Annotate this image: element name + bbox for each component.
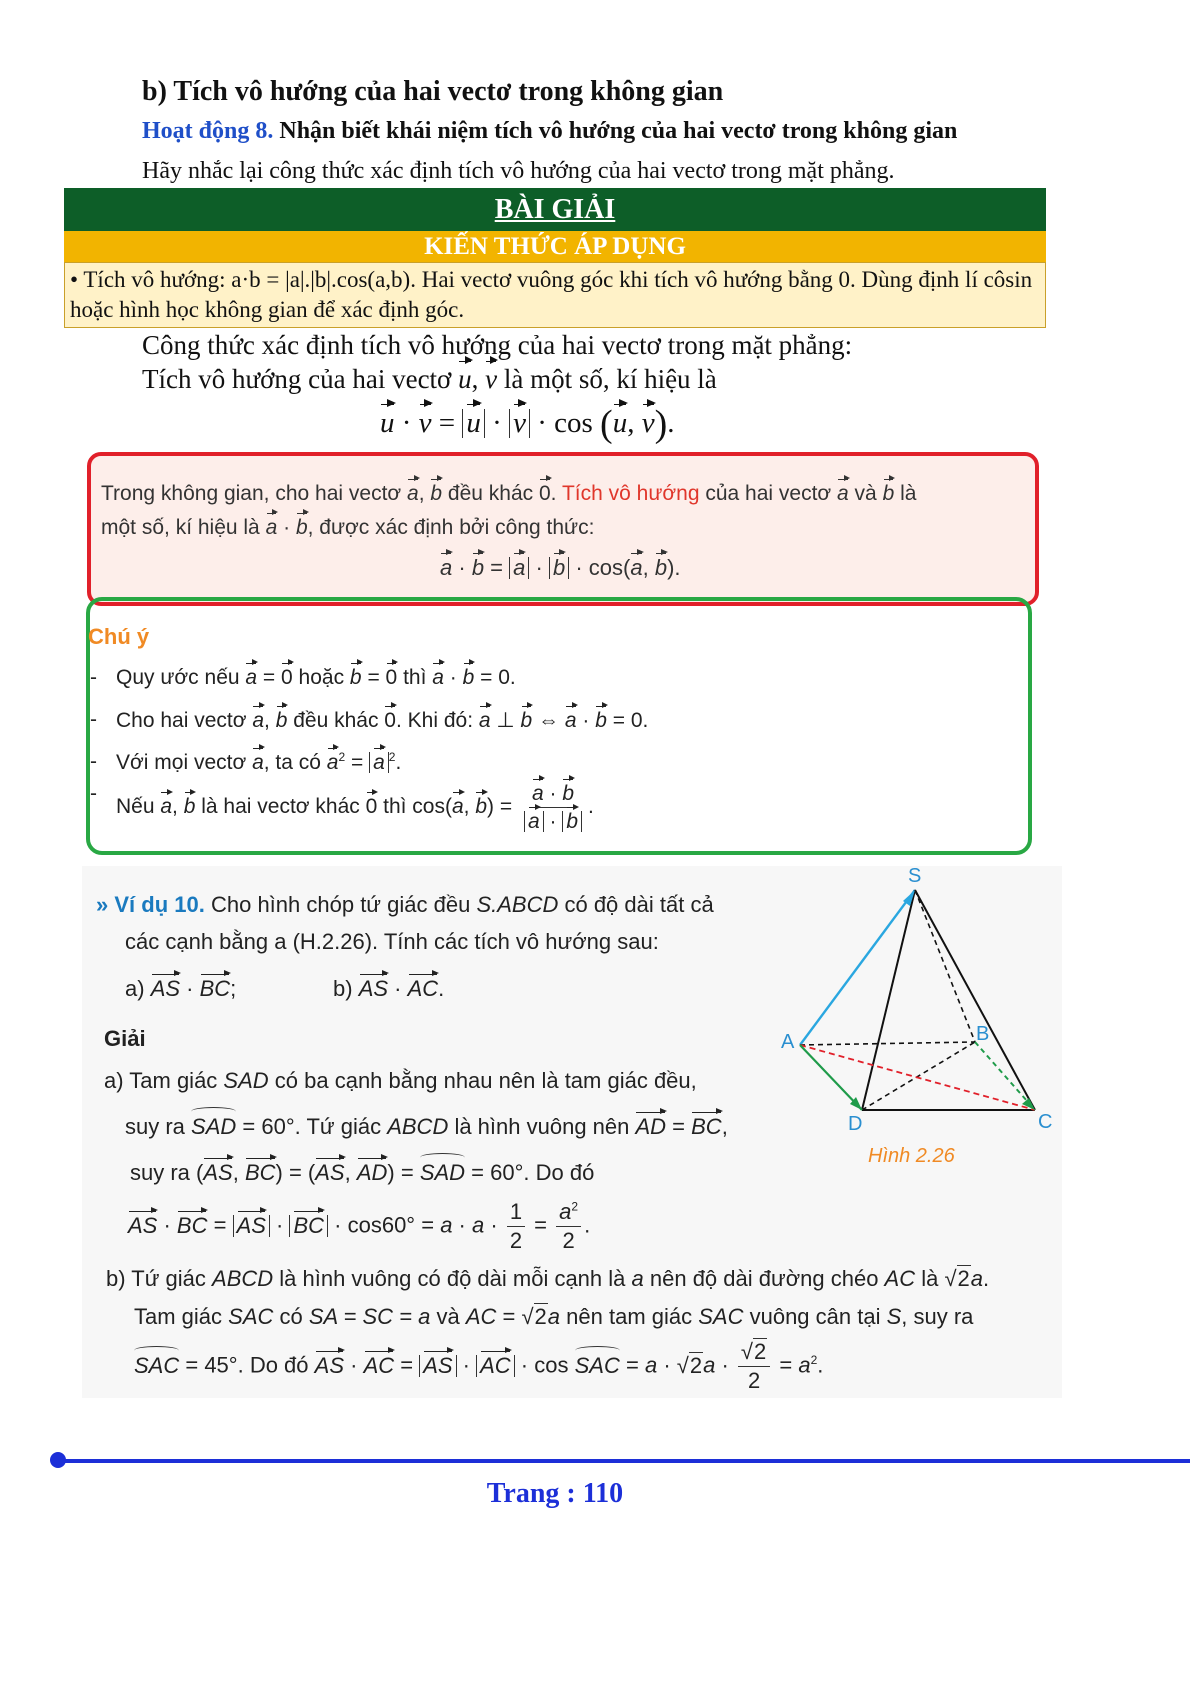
note-item-2: - Cho hai vectơ a, b đều khác 0. Khi đó: a ⊥ b ⇔ a · b = 0. xyxy=(96,708,648,733)
edge-bc xyxy=(975,1042,1035,1110)
knowledge-text: • Tích vô hướng: a·b = |a|.|b|.cos(a,b). Hai vectơ vuông góc khi tích vô hướng bằng 0. Dùng định lí côsin hoặc hình học không gian để xác định góc. xyxy=(64,262,1046,328)
example-task-a: a) AS · BC; xyxy=(125,976,237,1001)
example-heading: » Ví dụ 10. Cho hình chóp tứ giác đều S.ABCD có độ dài tất cả xyxy=(96,892,714,917)
label-b: B xyxy=(976,1023,990,1045)
edge-sd xyxy=(862,890,915,1110)
solution-header-label: BÀI GIẢI xyxy=(494,194,616,225)
solution-b-line2: Tam giác SAC có SA = SC = a và AC = √2a nên tam giác SAC vuông cân tại S, suy ra xyxy=(134,1304,974,1329)
definition-line2: một số, kí hiệu là a · b, được xác định bởi công thức: xyxy=(101,516,595,539)
solution-header xyxy=(64,188,1046,231)
activity-heading xyxy=(142,118,957,145)
solution-a-line4: AS · BC = AS · BC · cos60° = a · a · $\frac{1}{2}$ = $\frac{a^2}{2}$ . xyxy=(128,1199,591,1254)
footer-rule xyxy=(58,1459,1190,1463)
page-number: Trang : 110 xyxy=(486,1478,624,1509)
definition-formula: a · b = a · b · cos(a, b). xyxy=(440,555,681,580)
example-label: Ví dụ 10. xyxy=(114,892,205,917)
solution-a-line1: a) Tam giác SAD có ba cạnh bằng nhau nên là tam giác đều, xyxy=(104,1068,697,1093)
footer-dot-icon xyxy=(50,1452,66,1468)
example-text-2: các cạnh bằng a (H.2.26). Tính các tích vô hướng sau: xyxy=(125,929,659,954)
answer-formula: u · v = u · v · cos (u, v). xyxy=(380,403,675,445)
arrow-bc-icon xyxy=(1022,1098,1035,1110)
edge-sa xyxy=(800,890,915,1045)
solution-b-line1: b) Tứ giác ABCD là hình vuông có độ dài mỗi cạnh là a nên độ dài đường chéo AC là √2a. xyxy=(106,1266,990,1291)
answer-line1: Công thức xác định tích vô hướng của hai vectơ trong mặt phẳng: xyxy=(142,330,853,360)
example-arrow-icon: » xyxy=(96,892,109,917)
note-item-3: - Với mọi vectơ a, ta có $a^2 = a$ $^2$. xyxy=(96,750,401,775)
edge-sb xyxy=(915,890,975,1042)
edge-sc xyxy=(915,890,1035,1110)
solution-title: Giải xyxy=(104,1026,146,1051)
edge-ad xyxy=(800,1045,862,1110)
answer-line2: Tích vô hướng của hai vectơ u, v là một số, kí hiệu là xyxy=(142,364,717,394)
edge-ab xyxy=(800,1042,975,1045)
pyramid-figure xyxy=(770,860,1060,1170)
solution-a-line3: suy ra (AS, BC) = (AS, AD) = SAD = 60°. Do đó xyxy=(130,1160,595,1185)
knowledge-header: KIẾN THỨC ÁP DỤNG xyxy=(64,231,1046,262)
example-task-b: b) AS · AC. xyxy=(333,976,445,1001)
note-item-4: - Nếu a, b là hai vectơ khác 0 thì cos(a, b) = $\frac{a \cdot b}{a \cdot b}$ . xyxy=(96,782,594,833)
activity-label: Hoạt động 8. xyxy=(142,118,274,144)
label-a: A xyxy=(781,1031,795,1053)
figure-caption: Hình 2.26 xyxy=(868,1145,955,1167)
note-item-1: - Quy ước nếu a = 0 hoặc b = 0 thì a · b = 0. xyxy=(96,666,516,690)
definition-line1: Trong không gian, cho hai vectơ a, b đều khác 0. Tích vô hướng của hai vectơ a và b là xyxy=(101,482,917,505)
solution-b-line3: SAC = 45°. Do đó AS · AC = AS · AC · cos SAC = a · √2a · $\frac{√2}{2}$ = $a^2$. xyxy=(134,1339,824,1394)
label-d: D xyxy=(848,1113,863,1135)
diagonal-ac xyxy=(800,1045,1035,1110)
section-title: b) Tích vô hướng của hai vectơ trong không gian xyxy=(142,76,724,107)
solution-a-line2: suy ra SAD = 60°. Tứ giác ABCD là hình vuông nên AD = BC, xyxy=(125,1114,728,1139)
label-c: C xyxy=(1038,1111,1053,1133)
activity-title: Nhận biết khái niệm tích vô hướng của hai vectơ trong không gian xyxy=(273,118,958,144)
diagonal-db xyxy=(862,1042,975,1110)
definition-highlight: Tích vô hướng xyxy=(561,482,700,505)
label-s: S xyxy=(908,865,922,887)
activity-prompt: Hãy nhắc lại công thức xác định tích vô hướng của hai vectơ trong mặt phẳng. xyxy=(142,158,895,184)
note-title: Chú ý xyxy=(88,624,150,649)
